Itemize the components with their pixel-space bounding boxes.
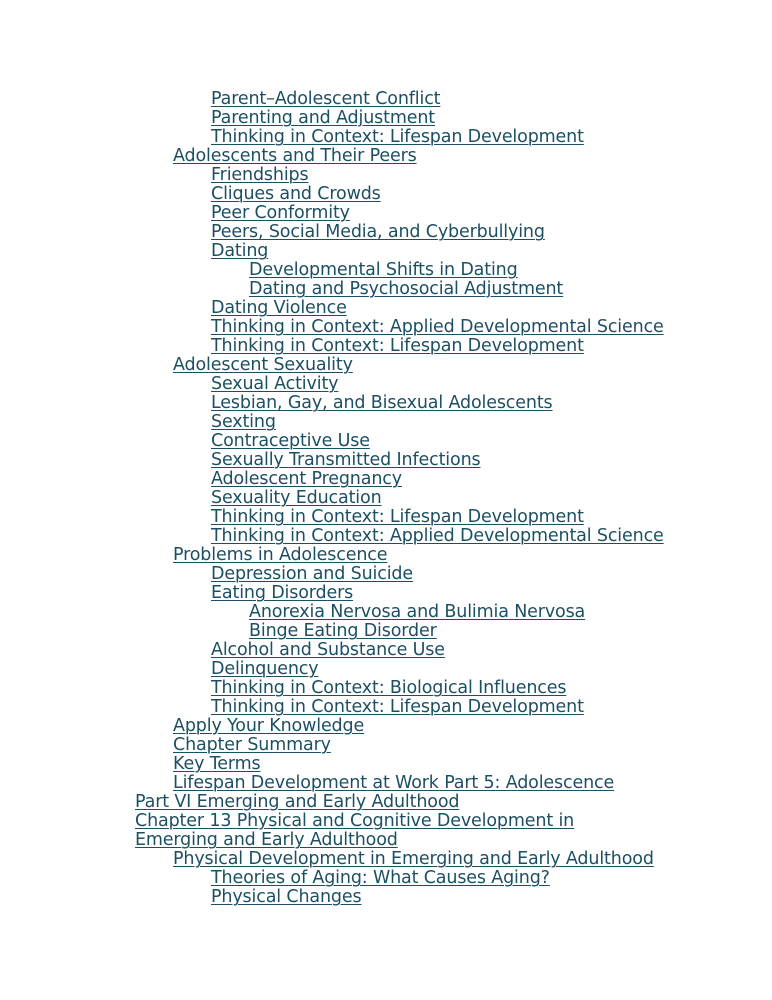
toc-link[interactable]: Contraceptive Use: [211, 431, 370, 451]
toc-link[interactable]: Key Terms: [173, 754, 261, 774]
toc-link[interactable]: Thinking in Context: Applied Developmental Science: [211, 526, 664, 546]
toc-entry: [0, 128, 772, 147]
toc-entry: [0, 261, 772, 280]
toc-link[interactable]: Depression and Suicide: [211, 564, 413, 584]
toc-entry: [0, 698, 772, 717]
toc-link[interactable]: Thinking in Context: Biological Influences: [211, 678, 567, 698]
toc-link[interactable]: Delinquency: [211, 659, 319, 679]
toc-entry: [0, 565, 772, 584]
table-of-contents: [0, 90, 772, 907]
toc-link[interactable]: Dating Violence: [211, 298, 347, 318]
toc-entry: [0, 603, 772, 622]
toc-link[interactable]: Physical Changes: [211, 887, 362, 907]
toc-entry: [0, 375, 772, 394]
toc-entry: [0, 166, 772, 185]
toc-link[interactable]: Thinking in Context: Applied Developmental Science: [211, 317, 664, 337]
toc-link[interactable]: Apply Your Knowledge: [173, 716, 365, 736]
toc-link[interactable]: Peers, Social Media, and Cyberbullying: [211, 222, 545, 242]
toc-link[interactable]: Adolescents and Their Peers: [173, 146, 417, 166]
toc-entry: [0, 774, 772, 793]
toc-link[interactable]: Adolescent Sexuality: [173, 355, 353, 375]
toc-entry: [0, 242, 772, 261]
toc-link[interactable]: Theories of Aging: What Causes Aging?: [211, 868, 550, 888]
toc-link[interactable]: Problems in Adolescence: [173, 545, 388, 565]
toc-entry: [0, 584, 772, 603]
toc-entry: [0, 432, 772, 451]
toc-entry: [0, 850, 772, 869]
toc-entry: [0, 280, 772, 299]
toc-entry: [0, 755, 772, 774]
toc-entry: [0, 147, 772, 166]
toc-entry: [0, 546, 772, 565]
toc-entry: [0, 869, 772, 888]
toc-entry: [0, 660, 772, 679]
toc-link[interactable]: Eating Disorders: [211, 583, 354, 603]
toc-link[interactable]: Sexting: [211, 412, 276, 432]
toc-link[interactable]: Thinking in Context: Lifespan Development: [211, 697, 584, 717]
toc-entry: [0, 451, 772, 470]
toc-link[interactable]: Parenting and Adjustment: [211, 108, 436, 128]
toc-entry: [0, 793, 772, 812]
toc-link[interactable]: Dating and Psychosocial Adjustment: [249, 279, 564, 299]
toc-link[interactable]: Sexuality Education: [211, 488, 382, 508]
toc-link[interactable]: Peer Conformity: [211, 203, 350, 223]
toc-link[interactable]: Alcohol and Substance Use: [211, 640, 445, 660]
toc-entry: [0, 489, 772, 508]
toc-link[interactable]: Chapter 13 Physical and Cognitive Development in Emerging and Early Adulthood: [135, 811, 575, 850]
toc-entry: [0, 337, 772, 356]
toc-entry: [0, 185, 772, 204]
toc-link[interactable]: Sexual Activity: [211, 374, 339, 394]
toc-entry: [0, 717, 772, 736]
toc-entry: [0, 204, 772, 223]
toc-link[interactable]: Thinking in Context: Lifespan Development: [211, 336, 584, 356]
toc-entry: [0, 90, 772, 109]
toc-entry: [0, 318, 772, 337]
toc-entry: [0, 299, 772, 318]
toc-link[interactable]: Lifespan Development at Work Part 5: Adolescence: [173, 773, 615, 793]
toc-entry: [0, 394, 772, 413]
toc-entry: [0, 527, 772, 546]
toc-link[interactable]: Chapter Summary: [173, 735, 331, 755]
toc-entry: [0, 641, 772, 660]
toc-link[interactable]: Part VI Emerging and Early Adulthood: [135, 792, 460, 812]
toc-entry: [0, 413, 772, 432]
toc-entry: [0, 888, 772, 907]
toc-link[interactable]: Cliques and Crowds: [211, 184, 381, 204]
toc-link[interactable]: Physical Development in Emerging and Early Adulthood: [173, 849, 654, 869]
toc-link[interactable]: Anorexia Nervosa and Bulimia Nervosa: [249, 602, 586, 622]
toc-link[interactable]: Developmental Shifts in Dating: [249, 260, 518, 280]
toc-link[interactable]: Thinking in Context: Lifespan Development: [211, 127, 584, 147]
toc-entry: [0, 508, 772, 527]
toc-entry: [0, 736, 772, 755]
toc-entry: [0, 356, 772, 375]
toc-entry: [0, 812, 655, 850]
toc-link[interactable]: Binge Eating Disorder: [249, 621, 437, 641]
toc-entry: [0, 470, 772, 489]
toc-link[interactable]: Adolescent Pregnancy: [211, 469, 402, 489]
toc-link[interactable]: Parent–Adolescent Conflict: [211, 89, 441, 109]
toc-entry: [0, 622, 772, 641]
toc-link[interactable]: Thinking in Context: Lifespan Development: [211, 507, 584, 527]
toc-entry: [0, 223, 772, 242]
toc-entry: [0, 679, 772, 698]
toc-link[interactable]: Friendships: [211, 165, 309, 185]
toc-link[interactable]: Lesbian, Gay, and Bisexual Adolescents: [211, 393, 553, 413]
toc-entry: [0, 109, 772, 128]
toc-link[interactable]: Sexually Transmitted Infections: [211, 450, 481, 470]
toc-link[interactable]: Dating: [211, 241, 269, 261]
